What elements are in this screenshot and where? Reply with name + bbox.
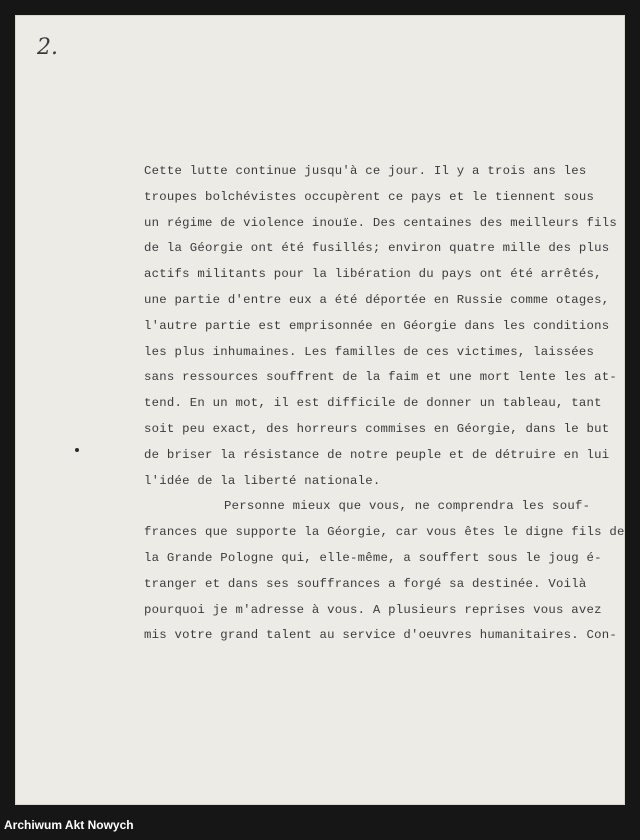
page-number: 2. [37, 35, 58, 60]
text-line: sans ressources souffrent de la faim et une mort lente les at- [144, 370, 618, 385]
text-line: l'autre partie est emprisonnée en Géorgie dans les conditions [144, 318, 610, 333]
body-text [144, 159, 625, 649]
text-line: frances que supporte la Géorgie, car vous êtes le digne fils de [144, 525, 625, 540]
text-line: de briser la résistance de notre peuple et de détruire en lui [144, 447, 610, 462]
text-line: de la Géorgie ont été fusillés; environ quatre mille des plus [144, 241, 610, 256]
text-line: l'idée de la liberté nationale. [144, 473, 381, 488]
text-line: tranger et dans ses souffrances a forgé sa destinée. Voilà [144, 576, 587, 591]
text-line: actifs militants pour la libération du pays ont été arrêtés, [144, 267, 602, 282]
text-line: tend. En un mot, il est difficile de donner un tableau, tant [144, 396, 602, 411]
text-line: mis votre grand talent au service d'oeuvres humanitaires. Con- [144, 628, 618, 643]
text-line: Personne mieux que vous, ne comprendra les souf- [224, 499, 591, 514]
archive-watermark: Archiwum Akt Nowych [4, 818, 134, 832]
text-line: pourquoi je m'adresse à vous. A plusieurs reprises vous avez [144, 602, 602, 617]
document-page [15, 15, 625, 805]
text-line: Cette lutte continue jusqu'à ce jour. Il y a trois ans les [144, 164, 587, 178]
text-line: la Grande Pologne qui, elle-même, a souffert sous le joug é- [144, 550, 602, 565]
text-line: troupes bolchévistes occupèrent ce pays et le tiennent sous [144, 189, 595, 204]
text-line: les plus inhumaines. Les familles de ces victimes, laissées [144, 344, 595, 359]
paper-mark [75, 448, 79, 452]
text-line: un régime de violence inouïe. Des centaines des meilleurs fils [144, 215, 618, 230]
text-line: soit peu exact, des horreurs commises en Géorgie, dans le but [144, 421, 610, 436]
text-line: une partie d'entre eux a été déportée en Russie comme otages, [144, 292, 610, 307]
